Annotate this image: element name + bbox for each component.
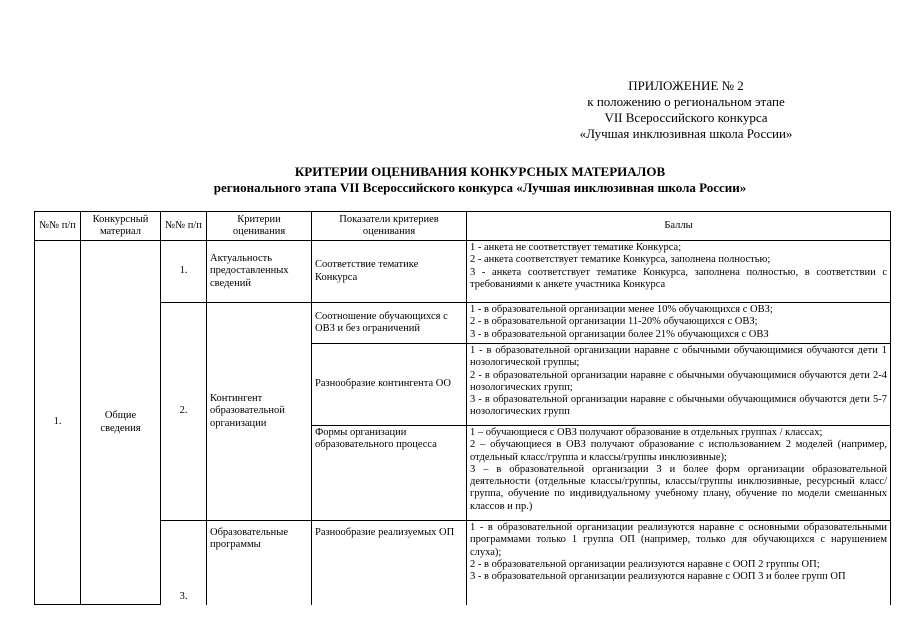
score-line: 3 – в образовательной организации 3 и более форм организации образовательной деятельности (отдельные классы/группы, классы/группы инклюзивные, ресурсный класс/группа, обучение по индивидуальному учебному плану, обучение по модели смешанных классов и пр.) <box>470 463 887 512</box>
criterion-name: Образовательные программы <box>207 521 312 605</box>
score-cell <box>467 521 891 605</box>
table-row <box>35 241 891 303</box>
criterion-number: 1. <box>161 241 207 303</box>
indicator-name: Разнообразие контингента ОО <box>312 344 467 426</box>
header-indicators: Показатели критериев оценивания <box>312 212 467 241</box>
score-line: 1 - в образовательной организации менее 10% обучающихся с ОВЗ; <box>470 304 773 315</box>
header-scores: Баллы <box>467 212 891 241</box>
score-line: 3 - в образовательной организации более 21% обучающихся с ОВЗ <box>470 328 769 340</box>
section-number: 1. <box>35 241 81 605</box>
score-cell <box>467 344 891 426</box>
score-line: 1 - анкета не соответствует тематике Конкурса; <box>470 242 682 253</box>
header-num: №№ п/п <box>35 212 81 241</box>
score-cell <box>467 426 891 521</box>
score-cell <box>467 303 891 344</box>
score-line: 2 - в образовательной организации наравне с обычными обучающимися обучаются дети 2-4 нозологических групп; <box>470 369 887 393</box>
appendix-line: к положению о региональном этапе <box>587 94 785 109</box>
appendix-line: ПРИЛОЖЕНИЕ № 2 <box>628 78 744 93</box>
score-cell <box>467 241 891 303</box>
indicator-name: Разнообразие реализуемых ОП <box>312 521 467 605</box>
title-line-2: регионального этапа VII Всероссийского конкурса «Лучшая инклюзивная школа России» <box>213 180 747 195</box>
score-line: 1 - в образовательной организации реализуются наравне с основными образовательными программами только 1 группа ОП (например, только для обучающихся с нарушением слуха); <box>470 522 887 558</box>
appendix-block <box>540 78 832 142</box>
indicator-name: Соответствие тематике Конкурса <box>312 241 467 303</box>
score-line: 1 - в образовательной организации наравне с обычными обучающимися обучаются дети 1 нозологической группы; <box>470 345 887 369</box>
score-line: 1 – обучающиеся с ОВЗ получают образование в отдельных группах / классах; <box>470 427 823 438</box>
score-line: 2 - в образовательной организации 11-20% обучающихся с ОВЗ; <box>470 316 758 328</box>
section-material: Общие сведения <box>81 241 161 605</box>
table-row <box>35 303 891 344</box>
score-line: 2 – обучающиеся в ОВЗ получают образование с использованием 2 моделей (например, отдельный класс/группа и классы/группы инклюзивные); <box>470 439 887 463</box>
criterion-name: Контингент образовательной организации <box>207 303 312 521</box>
indicator-name: Формы организации образовательного процесса <box>312 426 467 521</box>
score-line: 3 - в образовательной организации реализуются наравне с ООП 3 и более групп ОП <box>470 571 846 583</box>
title-line-1: КРИТЕРИИ ОЦЕНИВАНИЯ КОНКУРСНЫХ МАТЕРИАЛОВ <box>294 164 666 179</box>
table-header-row <box>35 212 891 241</box>
score-line: 3 - в образовательной организации наравне с обычными обучающимися обучаются дети 5-7 нозологических групп <box>470 394 887 418</box>
score-line: 2 - анкета соответствует тематике Конкурса, заполнена полностью; <box>470 254 771 266</box>
appendix-line: VII Всероссийского конкурса <box>604 110 768 125</box>
criterion-number: 2. <box>161 303 207 521</box>
criterion-number: 3. <box>161 521 207 605</box>
criterion-name: Актуальность предоставленных сведений <box>207 241 312 303</box>
header-material: Конкурсный материал <box>81 212 161 241</box>
criteria-table <box>34 211 891 605</box>
header-criteria: Критерии оценивания <box>207 212 312 241</box>
indicator-name: Соотношение обучающихся с ОВЗ и без ограничений <box>312 303 467 344</box>
score-line: 3 - анкета соответствует тематике Конкурса, заполнена полностью, в соответствии с требованиями к анкете участника Конкурса <box>470 266 887 290</box>
score-line: 2 - в образовательной организации реализуются наравне с ООП 2 группы ОП; <box>470 558 820 570</box>
appendix-line: «Лучшая инклюзивная школа России» <box>579 126 793 141</box>
document-title <box>120 164 840 196</box>
table-row <box>35 521 891 605</box>
header-sub-num: №№ п/п <box>161 212 207 241</box>
